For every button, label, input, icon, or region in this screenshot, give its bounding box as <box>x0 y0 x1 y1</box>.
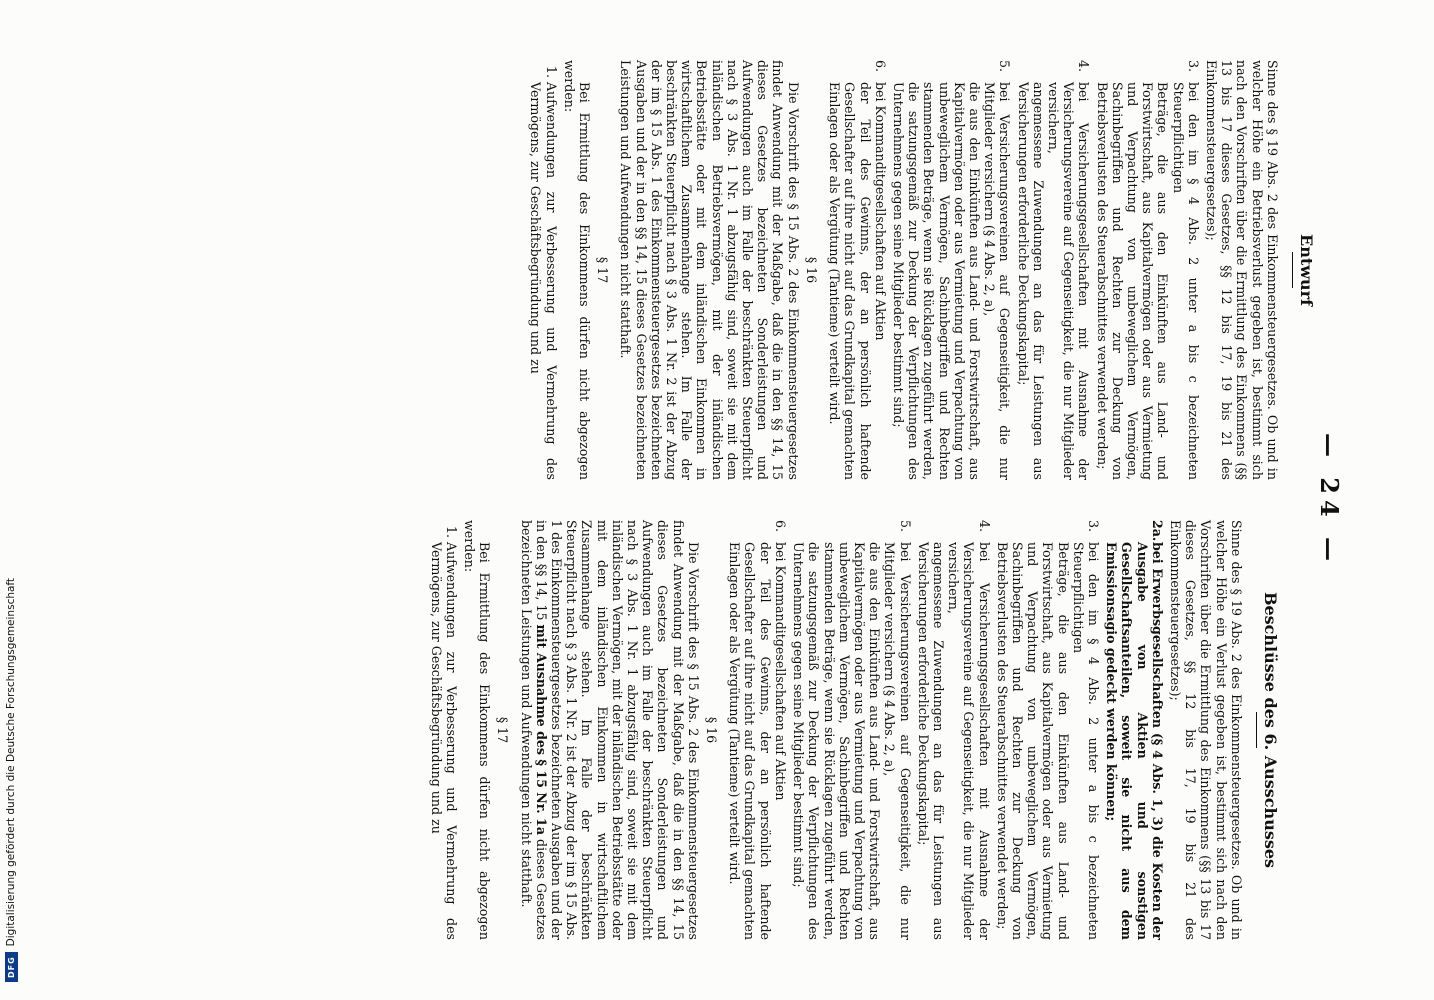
intro-paragraph: Sinne des § 19 Abs. 2 des Einkommensteuergesetzes. Ob und in welcher Höhe ein Betriebsverlust gegeben ist, bestimmt sich nach den Vorschriften über die Ermittlung des Einkommens (§§ 13 bis 17 dieses Gesetzes, §§ 12 bis 17, 19 bis 21 des Einkommensteuergesetzes); <box>1203 60 1280 480</box>
column-beschluesse <box>428 520 1314 940</box>
item-text: Aufwendungen zur Verbesserung und Vermehrung des Vermögens, zur Geschäftsbegründung und zu <box>528 82 559 480</box>
item-number: 1. <box>543 66 559 79</box>
column-heading <box>1292 60 1314 480</box>
item-text: bei Versicherungsvereinen auf Gegenseitigkeit, die nur Mitglieder versichern (§ 4 Abs. 2, a), <box>882 542 913 940</box>
paragraph-text: dieses Gesetzes bezeichneten Leistungen und Aufwendungen nicht statthaft. <box>518 520 549 940</box>
list-item <box>528 60 558 480</box>
item-number: 3. <box>1185 60 1201 73</box>
page-number: — 24 — <box>1315 432 1344 568</box>
section-paragraph: Die Vorschrift des § 15 Abs. 2 des Einkommensteuergesetzes findet Anwendung mit der Maßgabe, daß die in den §§ 14, 15 dieses Gesetzes bezeichneten Sonderleistungen und Aufwendungen auch im Falle der beschränkten Steuerpflicht nach § 3 Abs. 1 Nr. 1 abzugsfähig sind, soweit sie mit dem inländischen Betriebsvermögen, mit der inländischen Betriebsstätte oder mit dem inländischen Einkommen in wirtschaftlichem Zusammenhange stehen. Im Falle der beschränkten Steuerpflicht nach § 3 Abs. 1 Nr. 2 ist der Abzug der im § 15 Abs. 1 des Einkommensteuergesetzes bezeichneten Ausgaben und der in den §§ 14, 15 dieses Gesetzes bezeichneten Leistungen und Aufwendungen nicht statthaft. <box>618 60 801 480</box>
section-paragraph <box>518 520 700 940</box>
section-title: § 17 <box>595 256 611 284</box>
column-entwurf <box>528 60 1314 480</box>
item-number: 2a. <box>1149 520 1165 542</box>
item-number: 6. <box>772 520 788 533</box>
list-item <box>891 60 1013 480</box>
item-text: bei den im § 4 Abs. 2 unter a bis c bezeichneten Steuerpflichtigen <box>1170 82 1201 480</box>
item-subtext: die aus den Einkünften aus Land- und Forstwirtschaft, aus Kapitalvermögen oder aus Vermietung und Verpachtung von unbeweglichem Vermögen, Sachinbegriffen und Rechten stammenden Beträge, wenn sie Rücklagen zugeführt werden, die satzungsgemäß zur Deckung der Verpflichtungen des Unternehmens gegen seine Mitglieder bestimmt sind; <box>890 82 982 480</box>
paragraph-text: Die Vorschrift des § 15 Abs. 2 des Einkommensteuergesetzes findet Anwendung mit der Maßgabe, daß die in den §§ 14, 15 dieses Gesetzes bezeichneten Sonderleistungen und Aufwendungen auch im Falle der beschränkten Steuerpflicht nach § 3 Abs. 1 Nr. 1 abzugsfähig sind, soweit sie mit dem inländischen Vermögen, mit der inländischen Betriebsstätte oder mit dem inländischen Einkommen in wirtschaftlichem Zusammenhange stehen. Im Falle der beschränkten Steuerpflicht nach § 3 Abs. 1 Nr. 2 ist der Abzug der im § 15 Abs. 1 des Einkommensteuergesetzes bezeichneten Ausgaben und der in den §§ 14, 15 <box>533 520 701 940</box>
item-number: 4. <box>1076 60 1092 73</box>
amendment-text: mit Ausnahme des § 15 Nr. 1a <box>533 624 549 835</box>
item-text: bei Versicherungsgesellschaften mit Ausnahme der Versicherungsvereine auf Gegenseitigkeit, die nur Mitglieder versichern, <box>1045 82 1092 480</box>
item-number: 1. <box>443 526 459 539</box>
item-text: bei Erwerbsgesellschaften (§ 4 Abs. 1, 3) die Kosten der Ausgabe von Aktien und sonstigen Gesellschaftsanteilen, soweit sie nicht aus dem Emissionsagio gedeckt werden können; <box>1104 542 1165 940</box>
dfg-logo: DFG <box>5 952 18 982</box>
list-item <box>827 60 888 480</box>
item-text: bei Kommanditgesellschaften auf Aktien <box>772 542 788 801</box>
item-subtext: die aus den Einkünften aus Land- und Forstwirtschaft, aus Kapitalvermögen oder aus Vermietung und Verpachtung von unbeweglichem Vermögen, Sachinbegriffen und Rechten stammenden Beträge, wenn sie Rücklagen zugeführt werden, die satzungsgemäß zur Deckung der Verpflichtungen des Unternehmens gegen seine Mitglieder bestimmt sind; <box>791 542 883 940</box>
intro-paragraph: Sinne des § 19 Abs. 2 des Einkommensteuergesetzes. Ob und in welcher Höhe ein Verlust gegeben ist, bestimmt sich nach den Vorschriften über die Ermittlung des Einkommens (§§ 13 bis 17 dieses Gesetzes, §§ 12 bis 17, 19 bis 21 des Einkommensteuergesetzes); <box>1167 520 1244 940</box>
section-title: § 16 <box>803 256 819 284</box>
item-number: 5. <box>997 60 1013 73</box>
item-text: bei Versicherungsvereinen auf Gegenseitigkeit, die nur Mitglieder versichern (§ 4 Abs. 2, a), <box>982 82 1013 480</box>
item-subtext: der Teil des Gewinns, der an persönlich haftende Gesellschafter auf ihre nicht auf das Grundkapital gemachten Einlagen oder als Vergütung (Tantieme) verteilt wird. <box>827 82 873 480</box>
item-subtext: Beträge, die aus den Einkünften aus Land- und Forstwirtschaft, aus Kapitalvermögen oder aus Vermietung und Verpachtung von unbeweglichem Vermögen, Sachinbegriffen und Rechten zur Deckung von Betriebsverlusten des Steuerabschnittes verwendet werden; <box>994 542 1071 940</box>
list-item <box>1094 60 1200 480</box>
item-text: bei Versicherungsgesellschaften mit Ausnahme der Versicherungsvereine auf Gegenseitigkeit, die nur Mitglieder versichern, <box>946 542 992 940</box>
item-subtext: der Teil des Gewinns, der an persönlich haftende Gesellschafter auf ihre nicht auf das Grundkapital gemachten Einlagen oder als Vergütung (Tantieme) verteilt wird. <box>727 542 773 940</box>
heading-rule <box>1256 712 1257 748</box>
item-subtext: angemessene Zuwendungen an das für Leistungen aus Versicherungen erforderliche Deckungskapital; <box>1015 82 1046 480</box>
item-number: 6. <box>872 60 888 73</box>
list-item-2a <box>1104 520 1165 940</box>
item-number: 5. <box>897 520 913 533</box>
list-item <box>916 520 992 940</box>
item-text: bei Kommanditgesellschaften auf Aktien <box>872 82 888 341</box>
list-item <box>1015 60 1091 480</box>
column-heading-text: Beschlüsse des 6. Ausschusses <box>1261 591 1280 869</box>
item-number: 3. <box>1085 520 1101 533</box>
list-item <box>791 520 913 940</box>
column-heading-text: Entwurf <box>1297 234 1316 306</box>
item-number: 4. <box>976 520 992 533</box>
list-item <box>727 520 788 940</box>
item-text: Aufwendungen zur Verbesserung und Vermehrung des Vermögens, zur Geschäftsbegründung und zu <box>428 542 459 940</box>
column-heading <box>1256 520 1278 940</box>
item-subtext: Beträge, die aus den Einkünften aus Land- und Forstwirtschaft, aus Kapitalvermögen oder aus Vermietung und Verpachtung von unbeweglichem Vermögen, Sachinbegriffen und Rechten zur Deckung von Betriebsverlusten des Steuerabschnittes verwendet werden; <box>1094 82 1171 480</box>
list-item <box>428 520 458 940</box>
item-subtext: angemessene Zuwendungen an das für Leistungen aus Versicherungen erforderliche Deckungskapital; <box>915 542 946 940</box>
heading-rule <box>1292 252 1293 288</box>
section-paragraph: Bei Ermittlung des Einkommens dürfen nicht abgezogen werden: <box>462 520 493 940</box>
digitization-credit-text: Digitalisierung gefördert durch die Deutsche Forschungsgemeinschaft <box>5 577 17 947</box>
item-text: bei den im § 4 Abs. 2 unter a bis c bezeichneten Steuerpflichtigen <box>1070 542 1101 940</box>
section-paragraph: Bei Ermittlung des Einkommens dürfen nicht abgezogen werden: <box>561 60 593 480</box>
section-title: § 17 <box>495 716 511 744</box>
section-title: § 16 <box>704 716 720 744</box>
list-item <box>995 520 1101 940</box>
